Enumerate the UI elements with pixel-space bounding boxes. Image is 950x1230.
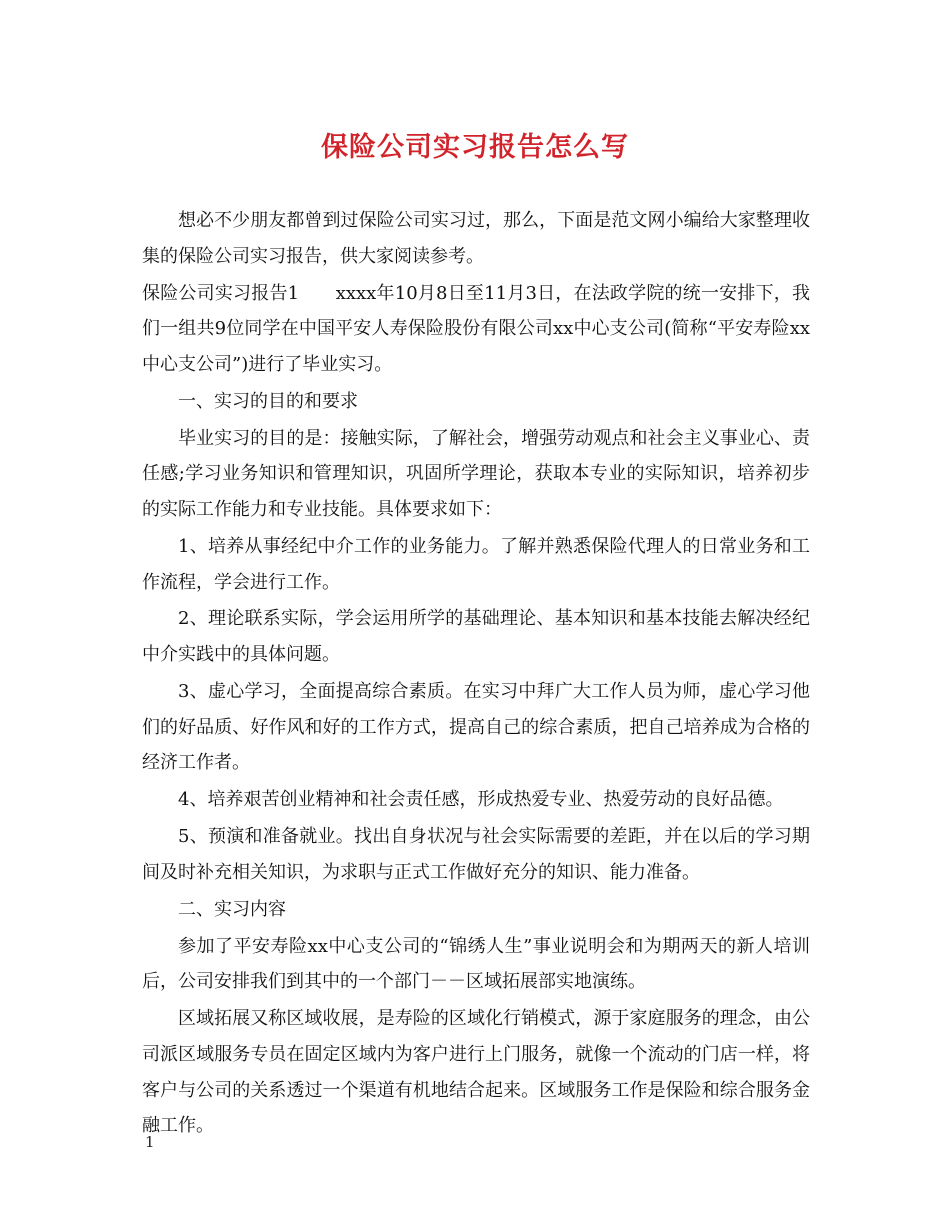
list-item-requirement-3: 3、虚心学习，全面提高综合素质。在实习中拜广大工作人员为师，虚心学习他们的好品质、好作风和好的工作方式，提高自己的综合素质，把自己培养成为合格的经济工作者。 [142, 681, 810, 774]
paragraph-intro: 想必不少朋友都曾到过保险公司实习过，那么，下面是范文网小编给大家整理收集的保险公司实习报告，供大家阅读参考。 [142, 210, 810, 267]
paragraph-regional-expansion: 区域拓展又称区域收展，是寿险的区域化行销模式，源于家庭服务的理念，由公司派区域服务专员在固定区域内为客户进行上门服务，就像一个流动的门店一样，将客户与公司的关系透过一个渠道有机地结合起来。区域服务工作是保险和综合服务金融工作。 [142, 1008, 810, 1137]
list-item-requirement-2: 2、理论联系实际，学会运用所学的基础理论、基本知识和基本技能去解决经纪中介实践中的具体问题。 [142, 608, 810, 666]
document-title: 保险公司实习报告怎么写 [321, 132, 629, 163]
list-item-requirement-4: 4、培养艰苦创业精神和社会责任感，形成热爱专业、热爱劳动的良好品德。 [178, 789, 784, 811]
section-heading-purpose: 一、实习的目的和要求 [178, 390, 358, 412]
paragraph-report-opening: 保险公司实习报告1 xxxx年10月8日至11月3日，在法政学院的统一安排下，我们一组共9位同学在中国平安人寿保险股份有限公司xx中心支公司(简称“平安寿险xx中心支公司”)进行了毕业实习。 [142, 282, 810, 375]
list-item-requirement-5: 5、预演和准备就业。找出自身状况与社会实际需要的差距，并在以后的学习期间及时补充相关知识，为求职与正式工作做好充分的知识、能力准备。 [142, 826, 810, 883]
paragraph-purpose: 毕业实习的目的是：接触实际，了解社会，增强劳动观点和社会主义事业心、责任感;学习业务知识和管理知识，巩固所学理论，获取本专业的实际知识，培养初步的实际工作能力和专业技能。具体要求如下： [142, 427, 810, 520]
list-item-requirement-1: 1、培养从事经纪中介工作的业务能力。了解并熟悉保险代理人的日常业务和工作流程，学会进行工作。 [142, 535, 810, 593]
section-heading-content: 二、实习内容 [178, 898, 286, 920]
page-number: 1 [145, 1133, 155, 1151]
document-body [142, 203, 810, 1145]
paragraph-training: 参加了平安寿险xx中心支公司的“锦绣人生”事业说明会和为期两天的新人培训后，公司安排我们到其中的一个部门－－区域拓展部实地演练。 [142, 935, 810, 993]
